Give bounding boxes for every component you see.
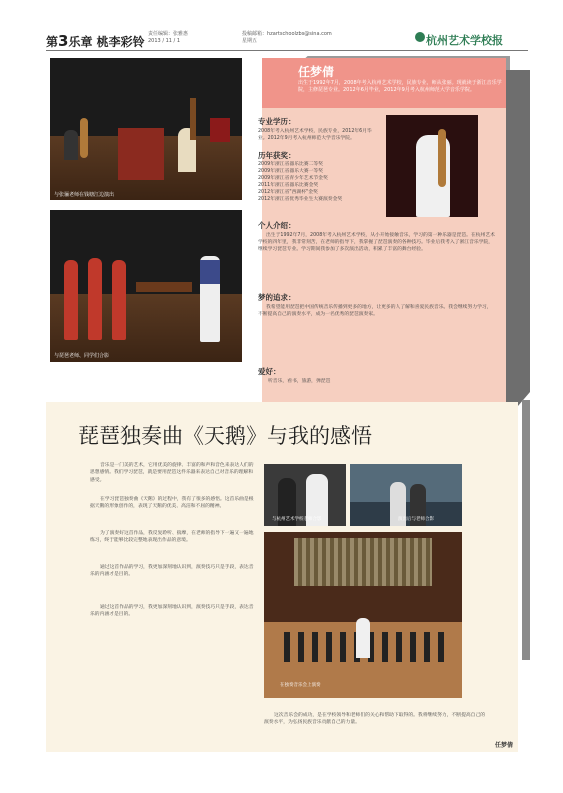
- panel-shadow-right: [506, 70, 530, 420]
- article-photo-concert: [264, 532, 462, 698]
- personal-text: 出生于1992年7月，2008年考入杭州艺术学校，从小开始接触音乐，学习的第一种乐器是琵琶。在杭州艺术学校的四年里，我非常刻苦，在老师的指导下，我掌握了琵琶演奏的各种技巧。毕业后我考入了浙江音乐学院，继续学习琵琶专业。学习期间我参加了多次演出活动，积累了丰富的舞台经验。: [258, 233, 495, 252]
- award-item: 2009年浙江省青少年艺术节金奖: [258, 176, 328, 181]
- profile-intro: 出生于1992年7月，2008年考入杭州艺术学校，民族专业，师从张丽。现就读于浙江音乐学院，主修琵琶专业。2012年6月毕业，2012年9月考入杭州师范大学音乐学院。: [298, 80, 502, 93]
- article-author: 任梦倩: [495, 742, 514, 749]
- performer-red-dress: [88, 258, 102, 340]
- article-paragraph: 为了演奏好这首作品，我反复聆听、揣摩，在老师的指导下一遍又一遍地练习，终于能够比较完整地表现出作品的意境。: [90, 531, 254, 544]
- article-photo-teacher: [264, 464, 346, 526]
- chapter-number: 3: [58, 32, 69, 50]
- award-item: 2009年浙江省器乐大赛一等奖: [258, 169, 323, 174]
- pipa-instrument: [80, 118, 88, 158]
- male-performer-shirt: [200, 260, 220, 284]
- award-item: 2012年浙江省"西湖杯"金奖: [258, 190, 318, 195]
- school-logo-icon: [415, 32, 425, 42]
- award-item: 2012年浙江省优秀毕业生大赛演奏金奖: [258, 197, 343, 202]
- chapter-label: [46, 32, 145, 50]
- editor-line: 责任编辑：张雅惠: [148, 31, 189, 37]
- hobby-title: 爱好：: [258, 367, 281, 376]
- page-header: [0, 30, 563, 52]
- pipa-instrument: [438, 129, 446, 187]
- photo-caption: 与琵琶老师、同学们合影: [54, 353, 110, 359]
- article-shadow-right: [522, 400, 530, 660]
- chapter-suffix: 乐章: [68, 35, 93, 49]
- header-rule: [46, 50, 528, 51]
- article-paragraph: 在学习琵琶独奏曲《天鹅》的过程中，我有了很多的感悟。这首乐曲是根据天鹅的形象创作的，表现了天鹅的优美、高洁和不屈的精神。: [90, 497, 254, 510]
- performance-photo: [50, 58, 242, 200]
- dream-title: 梦的追求：: [258, 293, 296, 302]
- soloist-figure: [356, 618, 370, 658]
- photo-caption: 与张骊老师在钱塘江边演出: [54, 192, 115, 198]
- major-title: 专业学历：: [258, 117, 296, 126]
- photo-caption: 与杭州艺术学校老师合影: [272, 517, 322, 522]
- photo-caption: 演出后与老师合影: [398, 517, 434, 522]
- editor-meta: [148, 31, 188, 45]
- personal-title: 个人介绍：: [258, 221, 296, 230]
- dulcimer-table: [118, 128, 164, 180]
- email-line: 投稿邮箱：hzartschoolzbs@sina.com: [242, 31, 332, 37]
- musician-figure: [64, 130, 78, 160]
- article-paragraph: 音乐是一门美的艺术，它用优美的旋律、丰富的和声和音色来表达人们的思想感情。我们学习琵琶，就是要用琵琶这件乐器来表达自己对音乐的理解和感受。: [90, 463, 254, 483]
- drum-stand: [210, 118, 230, 142]
- section-name: 桃李彩铃: [96, 35, 145, 49]
- guzheng-instrument: [136, 282, 192, 292]
- chapter-prefix: 第: [46, 35, 59, 49]
- bridge-scene: [350, 502, 462, 526]
- article-paragraph: 这次音乐会的成功，是在学校领导和老师们的关心和帮助下取得的。我将继续努力，不断提高自己的演奏水平，为弘扬民族音乐贡献自己的力量。: [264, 713, 486, 726]
- profile-portrait: [386, 115, 478, 217]
- weekday-line: 星期五: [242, 38, 258, 44]
- dream-text: 我希望能用琵琶把中国传统音乐传播到更多的地方，让更多的人了解和喜爱民族音乐。我会继续努力学习，不断提高自己的演奏水平，成为一名优秀的琵琶演奏家。: [258, 305, 492, 317]
- article-title: 琵琶独奏曲《天鹅》与我的感悟: [78, 424, 372, 448]
- date-line: 2013 / 11 / 1: [148, 38, 180, 44]
- awards-list: [258, 161, 383, 203]
- erhu-instrument: [190, 98, 196, 140]
- major-text: 2008年考入杭州艺术学校，民族专业，2012年6月毕业。2012年9月考入杭州师范大学音乐学院。: [258, 129, 372, 141]
- performer-red-dress: [112, 260, 126, 340]
- profile-name: 任梦倩: [298, 65, 335, 79]
- awards-title: 历年获奖：: [258, 151, 296, 160]
- paper-name: 杭州艺术学校报: [426, 34, 503, 47]
- pipe-organ: [294, 538, 432, 586]
- performer-red-dress: [64, 260, 78, 340]
- award-item: 2011年浙江省器乐比赛金奖: [258, 183, 319, 188]
- article-paragraph: 通过这首作品的学习，我更加深刻地认识到，演奏技巧只是手段，表达音乐的内涵才是目的。: [90, 605, 254, 618]
- article-photo-bridge: [350, 464, 462, 526]
- hobby-text: 听音乐，看书，旅游，弹琵琶: [268, 379, 331, 384]
- photo-caption: 在独奏音乐会上演奏: [280, 683, 321, 688]
- group-photo: [50, 210, 242, 362]
- award-item: 2009年浙江省器乐比赛二等奖: [258, 162, 323, 167]
- email-meta: [242, 31, 332, 45]
- article-paragraph: 通过这首作品的学习，我更加深刻地认识到，演奏技巧只是手段，表达音乐的内涵才是目的。: [90, 565, 254, 578]
